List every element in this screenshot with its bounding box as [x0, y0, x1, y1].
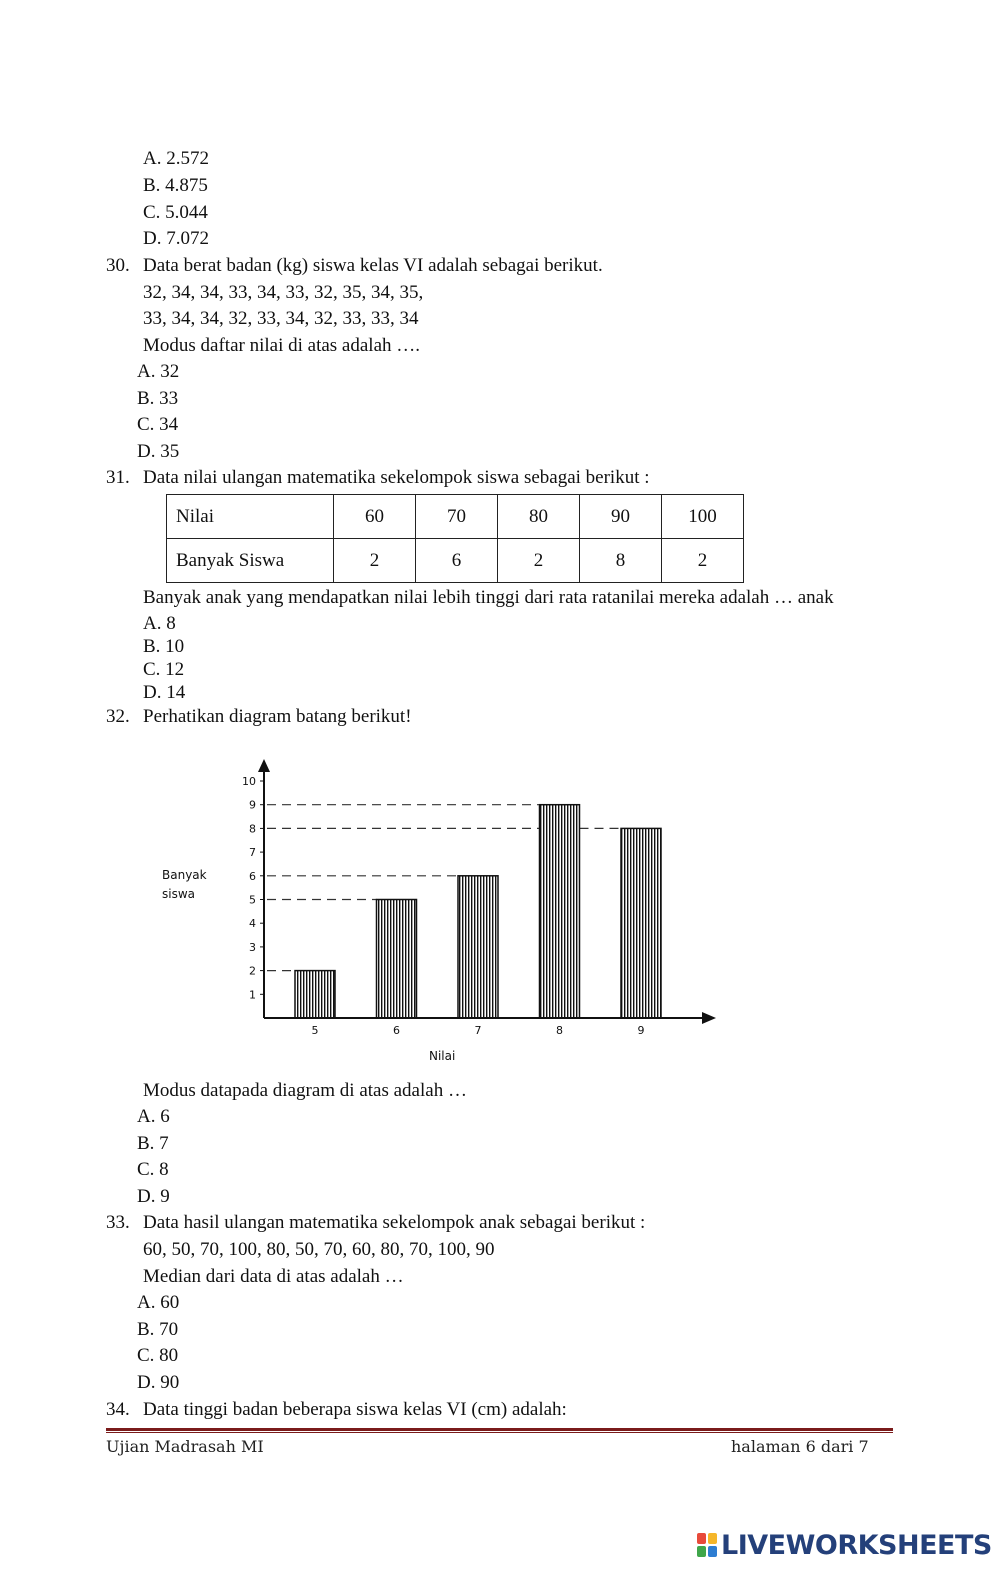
- y-axis-arrow: [258, 759, 270, 772]
- y-tick-label: 3: [249, 940, 256, 954]
- option-a[interactable]: A. 32: [137, 361, 180, 382]
- footer-title: Ujian Madrasah MI: [106, 1437, 264, 1456]
- bar-chart: [150, 752, 730, 1072]
- data-line: 60, 50, 70, 100, 80, 50, 70, 60, 80, 70, 100, 90: [143, 1239, 495, 1260]
- option-d[interactable]: D. 14: [143, 682, 186, 703]
- y-tick-label: 8: [249, 822, 256, 836]
- logo-blocks-icon: [697, 1533, 717, 1557]
- table-cell: 2: [334, 539, 416, 583]
- brand-name: LIVEWORKSHEETS: [721, 1530, 992, 1561]
- x-tick-label: 9: [637, 1024, 645, 1037]
- option-a[interactable]: A. 6: [137, 1106, 170, 1127]
- table-cell: 60: [334, 495, 416, 539]
- question-text: Data tinggi badan beberapa siswa kelas VI (cm) adalah:: [143, 1399, 567, 1420]
- question-text: Data berat badan (kg) siswa kelas VI adalah sebagai berikut.: [143, 255, 603, 276]
- table-row: [167, 495, 744, 539]
- x-tick-label: 7: [474, 1024, 482, 1037]
- y-tick-label: 9: [249, 798, 256, 812]
- option-d[interactable]: D. 9: [137, 1186, 170, 1207]
- option-c[interactable]: C. 12: [143, 659, 185, 680]
- brand-logo: [697, 1530, 992, 1561]
- footer-divider: [106, 1428, 893, 1431]
- x-tick-label: 6: [393, 1024, 400, 1037]
- option-b[interactable]: B. 70: [137, 1319, 179, 1340]
- option-c[interactable]: C. 5.044: [143, 202, 208, 223]
- option-c[interactable]: C. 34: [137, 414, 179, 435]
- option-d[interactable]: D. 90: [137, 1372, 180, 1393]
- y-tick-label: 1: [249, 988, 256, 1002]
- x-axis-label: Nilai: [429, 1049, 456, 1063]
- table-row-label: Banyak Siswa: [167, 539, 334, 583]
- bar-9: [621, 828, 661, 1018]
- table-cell: 2: [662, 539, 744, 583]
- table-cell: 100: [662, 495, 744, 539]
- option-b[interactable]: B. 4.875: [143, 175, 208, 196]
- bar-5: [295, 971, 335, 1018]
- table-cell: 90: [580, 495, 662, 539]
- question-prompt: Median dari data di atas adalah …: [143, 1266, 404, 1287]
- y-tick-label: 2: [249, 964, 256, 978]
- question-number: 34.: [106, 1399, 130, 1420]
- y-tick-label: 7: [249, 846, 256, 860]
- page-number: halaman 6 dari 7: [731, 1437, 869, 1456]
- y-axis-label: siswa: [162, 887, 196, 901]
- bar-8: [540, 805, 580, 1018]
- y-tick-label: 4: [249, 917, 256, 931]
- table-cell: 8: [580, 539, 662, 583]
- question-prompt: Banyak anak yang mendapatkan nilai lebih tinggi dari rata ratanilai mereka adalah … anak: [143, 587, 834, 608]
- table-cell: 6: [416, 539, 498, 583]
- y-tick-label: 10: [242, 775, 256, 788]
- x-axis-arrow: [702, 1012, 716, 1024]
- option-b[interactable]: B. 33: [137, 388, 179, 409]
- question-text: Data nilai ulangan matematika sekelompok siswa sebagai berikut :: [143, 467, 650, 488]
- x-tick-label: 5: [311, 1024, 319, 1037]
- option-a[interactable]: A. 8: [143, 613, 176, 634]
- table-row: [167, 539, 744, 583]
- option-b[interactable]: B. 7: [137, 1133, 169, 1154]
- data-table: [166, 494, 744, 583]
- y-axis-label: Banyak: [162, 868, 207, 882]
- option-d[interactable]: D. 35: [137, 441, 180, 462]
- table-row-label: Nilai: [167, 495, 334, 539]
- x-tick-label: 8: [556, 1024, 563, 1037]
- option-c[interactable]: C. 80: [137, 1345, 179, 1366]
- option-d[interactable]: D. 7.072: [143, 228, 209, 249]
- question-prompt: Modus datapada diagram di atas adalah …: [143, 1080, 467, 1101]
- y-tick-label: 6: [249, 869, 256, 883]
- question-text: Data hasil ulangan matematika sekelompok anak sebagai berikut :: [143, 1212, 646, 1233]
- table-cell: 2: [498, 539, 580, 583]
- question-number: 30.: [106, 255, 130, 276]
- option-c[interactable]: C. 8: [137, 1159, 169, 1180]
- option-b[interactable]: B. 10: [143, 636, 185, 657]
- option-a[interactable]: A. 2.572: [143, 148, 209, 169]
- question-text: Perhatikan diagram batang berikut!: [143, 706, 412, 727]
- data-line: 33, 34, 34, 32, 33, 34, 32, 33, 33, 34: [143, 308, 419, 329]
- question-number: 32.: [106, 706, 130, 727]
- y-tick-label: 5: [249, 893, 256, 907]
- question-number: 31.: [106, 467, 130, 488]
- table-cell: 80: [498, 495, 580, 539]
- data-line: 32, 34, 34, 33, 34, 33, 32, 35, 34, 35,: [143, 282, 424, 303]
- table-cell: 70: [416, 495, 498, 539]
- question-prompt: Modus daftar nilai di atas adalah ….: [143, 335, 421, 356]
- question-number: 33.: [106, 1212, 130, 1233]
- footer-divider: [106, 1432, 893, 1433]
- bar-7: [458, 876, 498, 1018]
- bar-6: [377, 900, 417, 1019]
- option-a[interactable]: A. 60: [137, 1292, 180, 1313]
